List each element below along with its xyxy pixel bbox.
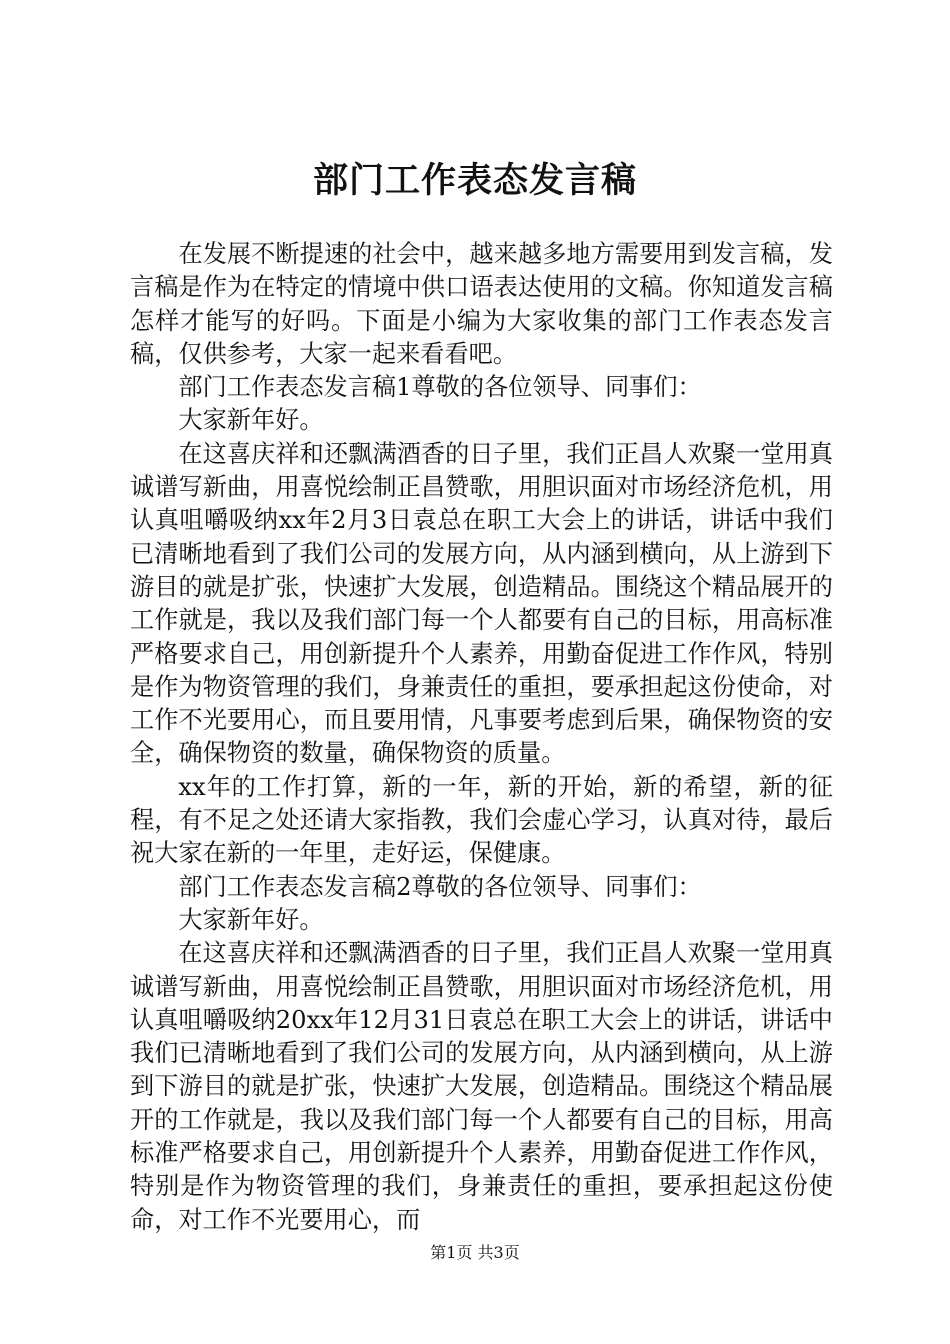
- speech-1-closing: xx年的工作打算，新的一年，新的开始，新的希望，新的征程，有不足之处还请大家指教，我们会虚心学习，认真对待，最后祝大家在新的一年里，走好运，保健康。: [130, 772, 833, 868]
- document-title: 部门工作表态发言稿: [312, 160, 637, 201]
- speech-1-body: 在这喜庆祥和还飘满酒香的日子里，我们正昌人欢聚一堂用真诚谱写新曲，用喜悦绘制正昌赞歌，用胆识面对市场经济危机，用认真咀嚼吸纳xx年2月3日袁总在职工大会上的讲话，讲话中我们已清晰地看到了我们公司的发展方向，从内涵到横向，从上游到下游目的就是扩张，快速扩大发展，创造精品。围绕这个精品展开的工作就是，我以及我们部门每一个人都要有自己的目标，用高标准严格要求自己，用创新提升个人素养，用勤奋促进工作作风，特别是作为物资管理的我们，身兼责任的重担，要承担起这份使命，对工作不光要用心，而且要用情，凡事要考虑到后果，确保物资的安全，确保物资的数量，确保物资的质量。: [130, 439, 833, 768]
- speech-2-heading: 部门工作表态发言稿2尊敬的各位领导、同事们：: [178, 872, 702, 901]
- speech-2-greeting: 大家新年好。: [178, 905, 324, 934]
- speech-1-greeting: 大家新年好。: [178, 406, 324, 435]
- intro-paragraph: 在发展不断提速的社会中，越来越多地方需要用到发言稿，发言稿是作为在特定的情境中供口语表达使用的文稿。你知道发言稿怎样才能写的好吗。下面是小编为大家收集的部门工作表态发言稿，仅供参考，大家一起来看看吧。: [130, 240, 833, 368]
- page-number: 第1页 共3页: [430, 1243, 520, 1262]
- speech-2-body: 在这喜庆祥和还飘满酒香的日子里，我们正昌人欢聚一堂用真诚谱写新曲，用喜悦绘制正昌赞歌，用胆识面对市场经济危机，用认真咀嚼吸纳20xx年12月31日袁总在职工大会上的讲话，讲话中我们已清晰地看到了我们公司的发展方向，从内涵到横向，从上游到下游目的就是扩张，快速扩大发展，创造精品。围绕这个精品展开的工作就是，我以及我们部门每一个人都要有自己的目标，用高标准严格要求自己，用创新提升个人素养，用勤奋促进工作作风，特别是作为物资管理的我们，身兼责任的重担，要承担起这份使命，对工作不光要用心，而: [130, 939, 833, 1234]
- speech-1-heading: 部门工作表态发言稿1尊敬的各位领导、同事们：: [178, 373, 702, 402]
- document-body: [130, 238, 833, 1237]
